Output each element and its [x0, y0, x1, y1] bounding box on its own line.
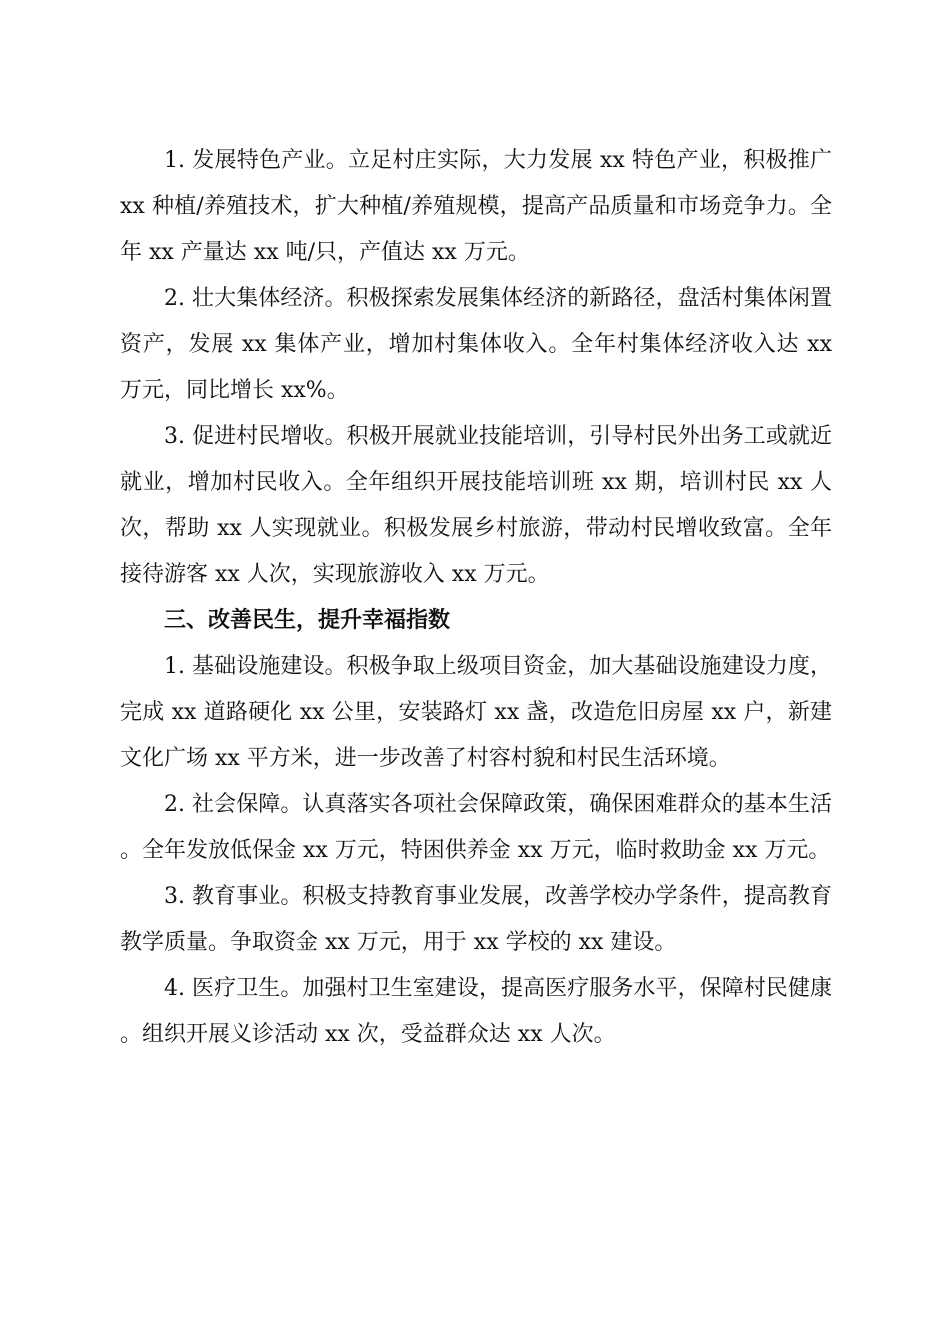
- document-body: [120, 138, 832, 1058]
- paragraph-villager-income: 3. 促进村民增收。积极开展就业技能培训，引导村民外出务工或就近就业，增加村民收入。全年组织开展技能培训班 xx 期，培训村民 xx 人次，帮助 xx 人实现就业。积极发展乡村旅游，带动村民增收致富。全年接待游客 xx 人次，实现旅游收入 xx 万元。: [120, 424, 832, 587]
- paragraph-social-security: 2. 社会保障。认真落实各项社会保障政策，确保困难群众的基本生活。全年发放低保金 xx 万元，特困供养金 xx 万元，临时救助金 xx 万元。: [120, 792, 832, 863]
- section-heading-livelihood: 三、改善民生，提升幸福指数: [164, 608, 451, 633]
- paragraph-education: 3. 教育事业。积极支持教育事业发展，改善学校办学条件，提高教育教学质量。争取资金 xx 万元，用于 xx 学校的 xx 建设。: [120, 884, 832, 955]
- paragraph-develop-industry: 1. 发展特色产业。立足村庄实际，大力发展 xx 特色产业，积极推广 xx 种植/养殖技术，扩大种植/养殖规模，提高产品质量和市场竞争力。全年 xx 产量达 xx 吨/只，产值达 xx 万元。: [120, 148, 832, 265]
- paragraph-healthcare: 4. 医疗卫生。加强村卫生室建设，提高医疗服务水平，保障村民健康。组织开展义诊活动 xx 次，受益群众达 xx 人次。: [120, 976, 832, 1047]
- paragraph-collective-economy: 2. 壮大集体经济。积极探索发展集体经济的新路径，盘活村集体闲置资产，发展 xx 集体产业，增加村集体收入。全年村集体经济收入达 xx 万元，同比增长 xx%。: [120, 286, 832, 403]
- paragraph-infrastructure: 1. 基础设施建设。积极争取上级项目资金，加大基础设施建设力度，完成 xx 道路硬化 xx 公里，安装路灯 xx 盏，改造危旧房屋 xx 户，新建文化广场 xx 平方米，进一步改善了村容村貌和村民生活环境。: [120, 654, 832, 771]
